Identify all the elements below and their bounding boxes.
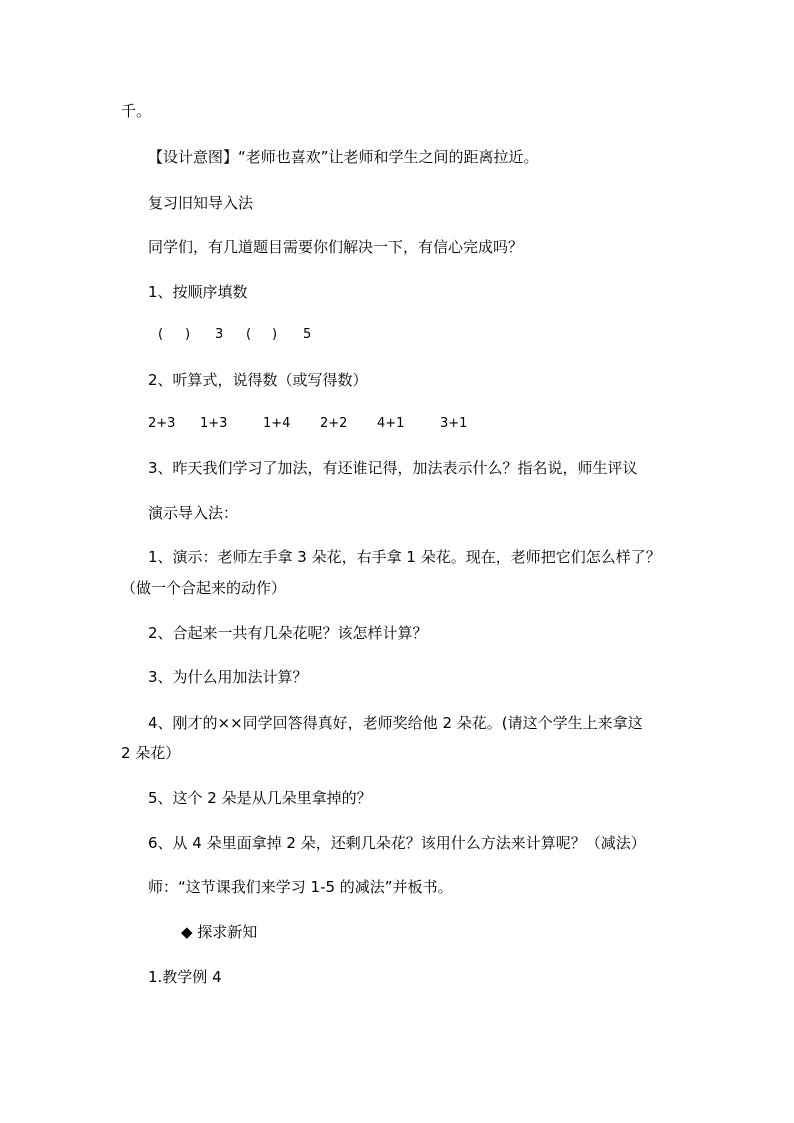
expression: 1+4 (263, 416, 291, 431)
design-intent-line: 【设计意图】“老师也喜欢”让老师和学生之间的距离拉近。 (148, 148, 539, 166)
question-item: 3、为什么用加法计算？ (148, 668, 308, 686)
question-item: 5、这个 2 朵是从几朵里拿掉的？ (148, 789, 372, 807)
bracket-open: ( (246, 327, 252, 342)
section-heading: 复习旧知导入法 (148, 194, 254, 212)
question-item: 3、昨天我们学习了加法，有还谁记得，加法表示什么？指名说，师生评议 (148, 459, 638, 477)
text-line: 1.教学例 4 (148, 968, 222, 986)
number: 3 (215, 327, 224, 342)
expression: 2+3 (148, 416, 176, 431)
text-line: 2 朵花） (121, 744, 181, 762)
text-line: （做一个合起来的动作） (121, 579, 287, 597)
question-item: 4、刚才的××同学回答得真好，老师奖给他 2 朵花。(请这个学生上来拿这 (148, 714, 643, 732)
text-line: 同学们，有几道题目需要你们解决一下，有信心完成吗？ (148, 238, 524, 256)
question-item: 1、按顺序填数 (148, 283, 248, 301)
section-heading: ◆ 探求新知 (181, 923, 258, 941)
bracket-close: ) (272, 327, 278, 342)
expression: 3+1 (440, 416, 468, 431)
expression: 4+1 (377, 416, 405, 431)
bracket-close: ) (185, 327, 191, 342)
expression: 2+2 (320, 416, 348, 431)
bracket-open: ( (158, 327, 164, 342)
question-item: 2、合起来一共有几朵花呢？该怎样计算？ (148, 624, 428, 642)
section-heading: 演示导入法： (148, 504, 239, 522)
text-line: 千。 (121, 102, 152, 120)
question-item: 1、演示：老师左手拿 3 朵花，右手拿 1 朵花。现在，老师把它们怎么样了？ (148, 548, 661, 566)
question-item: 6、从 4 朵里面拿掉 2 朵，还剩几朵花？该用什么方法来计算呢？（减法） (148, 834, 646, 852)
expression: 1+3 (200, 416, 228, 431)
question-item: 2、听算式，说得数（或写得数） (148, 371, 368, 389)
number: 5 (303, 327, 312, 342)
text-line: 师：“这节课我们来学习 1-5 的减法”并板书。 (148, 878, 453, 896)
